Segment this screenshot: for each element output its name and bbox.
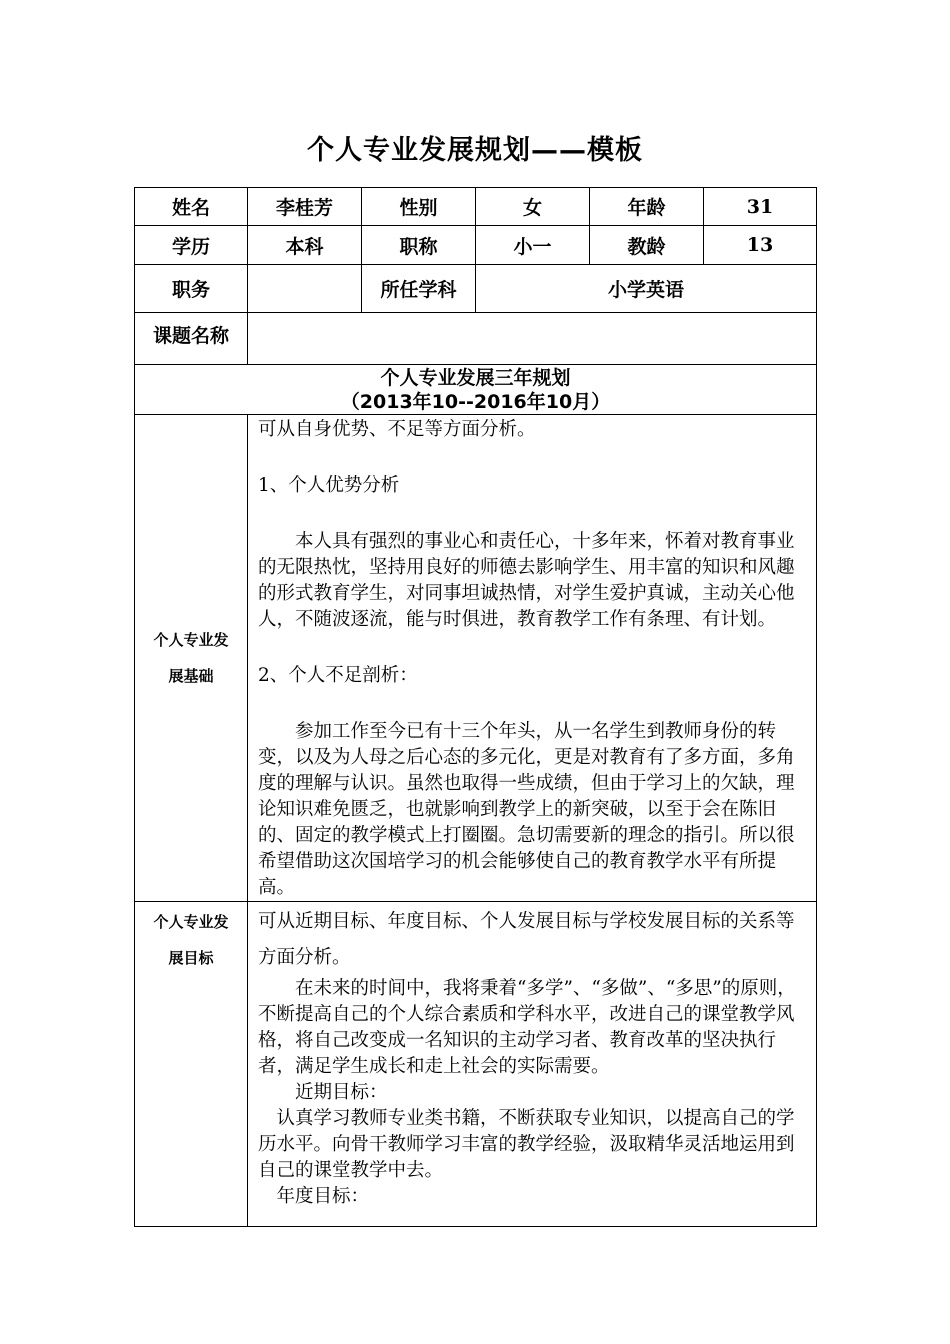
page-title: 个人专业发展规划——模板 <box>307 135 643 166</box>
topic-value <box>248 313 817 365</box>
near-term-heading: 近期目标： <box>295 1082 388 1103</box>
goals-intro-text: 在未来的时间中，我将秉着“多学”、“多做”、“多思”的原则，不断提高自己的个人综合素质和学科水平，改进自己的课堂教学风格，将自己改变成一名知识的主动学习者、教育改革的坚决执行者，满足学生成长和走上社会的实际需要。 <box>258 978 796 1077</box>
row-basic-1 <box>135 188 817 226</box>
plan-period: （2013年10--2016年10月） <box>340 390 611 413</box>
basis-label-line-1: 个人专业发 <box>153 631 229 649</box>
gender-label: 性别 <box>362 188 476 226</box>
basis-content <box>248 415 817 902</box>
teaching-years-value: 13 <box>704 226 817 265</box>
strengths-text: 本人具有强烈的事业心和责任心，十多年来，怀着对教育事业的无限热忱，坚持用良好的师德去影响学生、用丰富的知识和风趣的形式教育学生，对同事坦诚热情，对学生爱护真诚，主动关心他人，不随波逐流，能与时俱进，教育教学工作有条理、有计划。 <box>258 531 795 630</box>
goals-label-line-2: 展目标 <box>168 949 214 967</box>
goals-label-line-1: 个人专业发 <box>153 913 229 931</box>
row-basic-2 <box>135 226 817 265</box>
goals-hint: 可从近期目标、年度目标、个人发展目标与学校发展目标的关系等方面分析。 <box>258 911 795 968</box>
basis-label-line-2: 展基础 <box>168 667 214 685</box>
basis-label <box>135 415 248 902</box>
annual-heading: 年度目标： <box>276 1186 370 1207</box>
position-value <box>248 265 362 313</box>
near-term-text: 认真学习教师专业类书籍，不断获取专业知识，以提高自己的学历水平。向骨干教师学习丰富的教学经验，汲取精华灵活地运用到自己的课堂教学中去。 <box>258 1108 795 1181</box>
row-topic <box>135 313 817 365</box>
row-development-basis <box>135 415 817 902</box>
rank-label: 职称 <box>362 226 476 265</box>
subject-label: 所任学科 <box>362 265 476 313</box>
rank-value: 小一 <box>476 226 590 265</box>
goals-label <box>135 902 248 1227</box>
position-label: 职务 <box>135 265 248 313</box>
name-label: 姓名 <box>135 188 248 226</box>
age-label: 年龄 <box>590 188 704 226</box>
basis-hint: 可从自身优势、不足等方面分析。 <box>258 419 536 440</box>
gender-value: 女 <box>476 188 590 226</box>
row-plan-heading <box>135 365 817 415</box>
plan-heading-cell <box>135 365 817 415</box>
plan-form-table <box>134 187 817 1227</box>
education-value: 本科 <box>248 226 362 265</box>
weakness-heading: 2、个人不足剖析： <box>258 665 418 686</box>
strengths-heading: 1、个人优势分析 <box>258 475 400 496</box>
weakness-text: 参加工作至今已有十三个年头，从一名学生到教师身份的转变，以及为人母之后心态的多元化，更是对教育有了多方面，多角度的理解与认识。虽然也取得一些成绩，但由于学习上的欠缺，理论知识难免匮乏，也就影响到教学上的新突破，以至于会在陈旧的、固定的教学模式上打圈圈。急切需要新的理念的指引。所以很希望借助这次国培学习的机会能够使自己的教育教学水平有所提高。 <box>258 721 795 898</box>
name-value: 李桂芳 <box>248 188 362 226</box>
row-basic-3 <box>135 265 817 313</box>
subject-value: 小学英语 <box>476 265 817 313</box>
goals-content <box>248 902 817 1227</box>
plan-heading: 个人专业发展三年规划 <box>380 366 571 389</box>
topic-label: 课题名称 <box>135 313 248 365</box>
row-development-goals <box>135 902 817 1227</box>
age-value: 31 <box>704 188 817 226</box>
teaching-years-label: 教龄 <box>590 226 704 265</box>
education-label: 学历 <box>135 226 248 265</box>
